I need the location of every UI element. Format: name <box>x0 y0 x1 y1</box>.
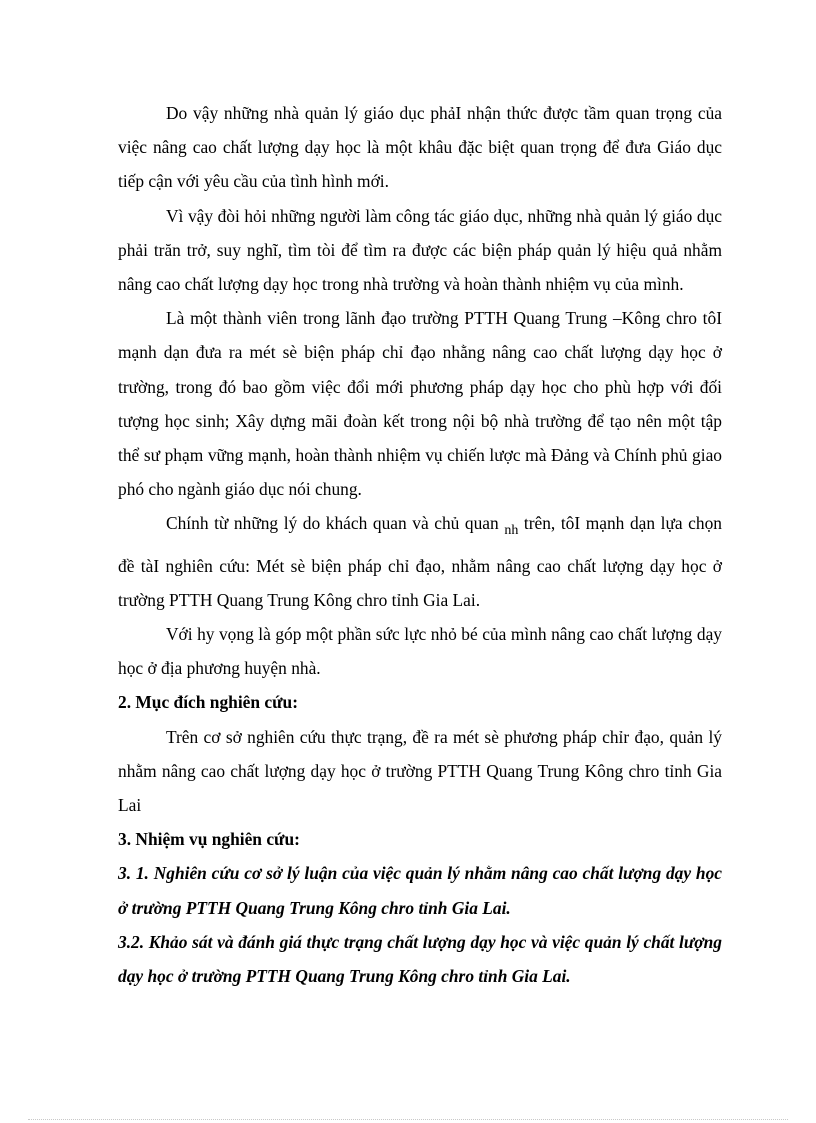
section-2-heading: 2. Mục đích nghiên cứu: <box>118 692 299 713</box>
paragraph-proposal: Là một thành viên trong lãnh đạo trường PTTH Quang Trung –Kông chro tôI mạnh dạn đưa ra mét sè biện pháp chỉ đạo nhằng nâng cao chất lượng dạy học ở trường, trong đó bao gồm việc đổi mới phương pháp dạy học cho phù hợp với đối tượng học sinh; Xây dựng mãi đoàn kết trong nội bộ nhà trường để tạo nên một tập thể sư phạm vững mạnh, hoàn thành nhiệm vụ chiến lược mà Đảng và Chính phủ giao phó cho ngành giáo dục nói chung. <box>118 308 722 500</box>
paragraph-topic-choice-start: Chính từ những lý do khách quan và chủ quan <box>166 513 505 534</box>
paragraph-hope: Với hy vọng là góp một phần sức lực nhỏ bé của mình nâng cao chất lượng dạy học ở địa phương huyện nhà. <box>118 624 722 679</box>
section-2-body: Trên cơ sở nghiên cứu thực trạng, đề ra mét sè phương pháp chỉr đạo, quản lý nhằm nâng cao chất lượng dạy học ở trường PTTH Quang Trung Kông chro tỉnh Gia Lai <box>118 726 722 816</box>
task-3-2: 3.2. Khảo sát và đánh giá thực trạng chất lượng dạy học và việc quản lý chất lượng dạy học ở trường PTTH Quang Trung Kông chro tỉnh Gia Lai. <box>118 931 722 987</box>
paragraph-importance: Do vậy những nhà quản lý giáo dục phảI nhận thức được tầm quan trọng của việc nâng cao chất lượng dạy học là một khâu đặc biệt quan trọng để đưa Giáo dục tiếp cận với yêu cầu của tình hình mới. <box>118 103 722 192</box>
document-body <box>118 96 722 993</box>
paragraph-topic-choice <box>118 506 722 617</box>
page-bottom-divider <box>28 1119 788 1120</box>
section-3-heading: 3. Nhiệm vụ nghiên cứu: <box>118 829 300 850</box>
task-3-1: 3. 1. Nghiên cứu cơ sở lý luận của việc quản lý nhằm nâng cao chất lượng dạy học ở trường PTTH Quang Trung Kông chro tỉnh Gia Lai. <box>118 863 722 918</box>
paragraph-topic-choice-end: trên, tôI mạnh dạn lựa chọn đề tàI nghiên cứu: Mét sè biện pháp chỉ đạo, nhằm nâng cao chất lượng dạy học ở trường PTTH Quang Trung Kông chro tỉnh Gia Lai. <box>118 513 722 610</box>
subscript-text: nh <box>504 523 519 539</box>
paragraph-requirements: Vì vậy đòi hỏi những người làm công tác giáo dục, những nhà quản lý giáo dục phải trăn trở, suy nghĩ, tìm tòi để tìm ra được các biện pháp quản lý hiệu quả nhằm nâng cao chất lượng dạy học trong nhà trường và hoàn thành nhiệm vụ của mình. <box>118 205 722 295</box>
